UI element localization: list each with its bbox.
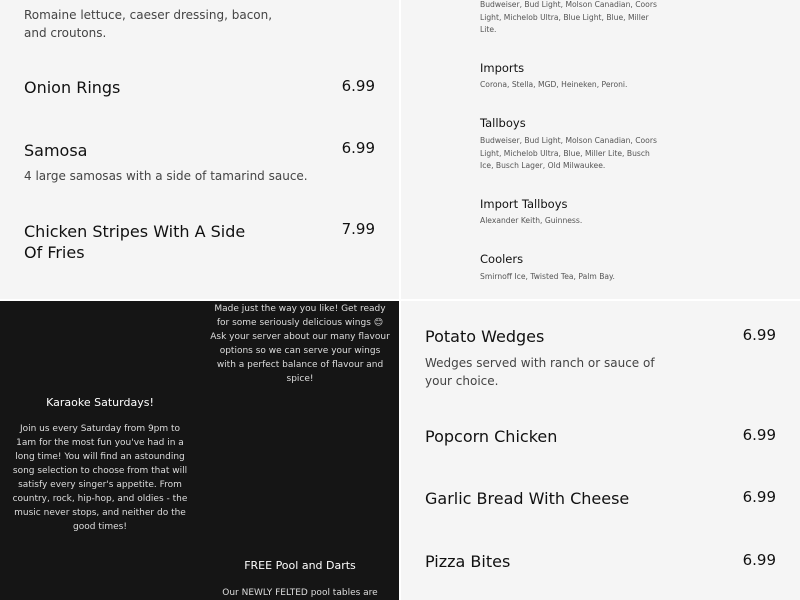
section-title-coolers: Coolers [480,252,524,266]
item-name-garlic-bread: Garlic Bread With Cheese [425,489,630,508]
karaoke-title: Karaoke Saturdays! [46,396,154,409]
item-price-onion-rings: 6.99 [341,77,375,95]
beer-list-domestic: Budweiser, Bud Light, Molson Canadian, Coors Light, Michelob Ultra, Blue Light, Blue, Miller Lite. [480,0,657,34]
item-description-samosa: 4 large samosas with a side of tamarind sauce. [24,169,308,183]
section-title-tallboys: Tallboys [480,116,526,130]
item-description: Romaine lettuce, caeser dressing, bacon, and croutons. [24,8,273,40]
menu-panel-beers [401,0,800,299]
section-title-import-tallboys: Import Tallboys [480,197,568,211]
beer-list-import-tallboys: Alexander Keith, Guinness. [480,216,583,225]
item-name-popcorn-chicken: Popcorn Chicken [425,427,558,446]
menu-panel-snacks [401,301,800,600]
item-price-popcorn-chicken: 6.99 [742,426,776,444]
wings-description: Made just the way you like! Get ready for some seriously delicious wings 😊 Ask your server about our many flavour options so we can serve your wings with a perfect balance of flavour and spice! [210,304,390,384]
item-price-potato-wedges: 6.99 [742,326,776,344]
beer-list-imports: Corona, Stella, MGD, Heineken, Peroni. [480,80,628,89]
section-title-imports: Imports [480,61,525,75]
menu-panel-appetizers [0,0,399,299]
item-name-samosa: Samosa [24,141,88,160]
karaoke-description: Join us every Saturday from 9pm to 1am for the most fun you've had in a long time! You will find an astounding song selection to choose from that will satisfy every singer's appetite. From country, rock, hip-hop, and oldies - the music never stops, and neither do the good times! [12,424,188,532]
events-panel [0,301,399,600]
item-price-pizza-bites: 6.99 [742,551,776,569]
item-price-chicken-stripes: 7.99 [341,220,375,238]
pool-darts-description: Our NEWLY FELTED pool tables are [222,588,378,598]
beer-list-coolers: Smirnoff Ice, Twisted Tea, Palm Bay. [480,272,615,281]
item-description-potato-wedges: Wedges served with ranch or sauce of your choice. [425,356,655,388]
item-price-samosa: 6.99 [341,139,375,157]
item-name-chicken-stripes: Chicken Stripes With A Side Of Fries [24,222,246,262]
item-price-garlic-bread: 6.99 [742,488,776,506]
item-name-pizza-bites: Pizza Bites [425,552,511,571]
beer-list-tallboys: Budweiser, Bud Light, Molson Canadian, Coors Light, Michelob Ultra, Blue, Miller Lite, Busch Ice, Busch Lager, Old Milwaukee. [480,136,657,170]
item-name-onion-rings: Onion Rings [24,78,121,97]
item-name-potato-wedges: Potato Wedges [425,327,545,346]
pool-darts-title: FREE Pool and Darts [244,559,356,572]
